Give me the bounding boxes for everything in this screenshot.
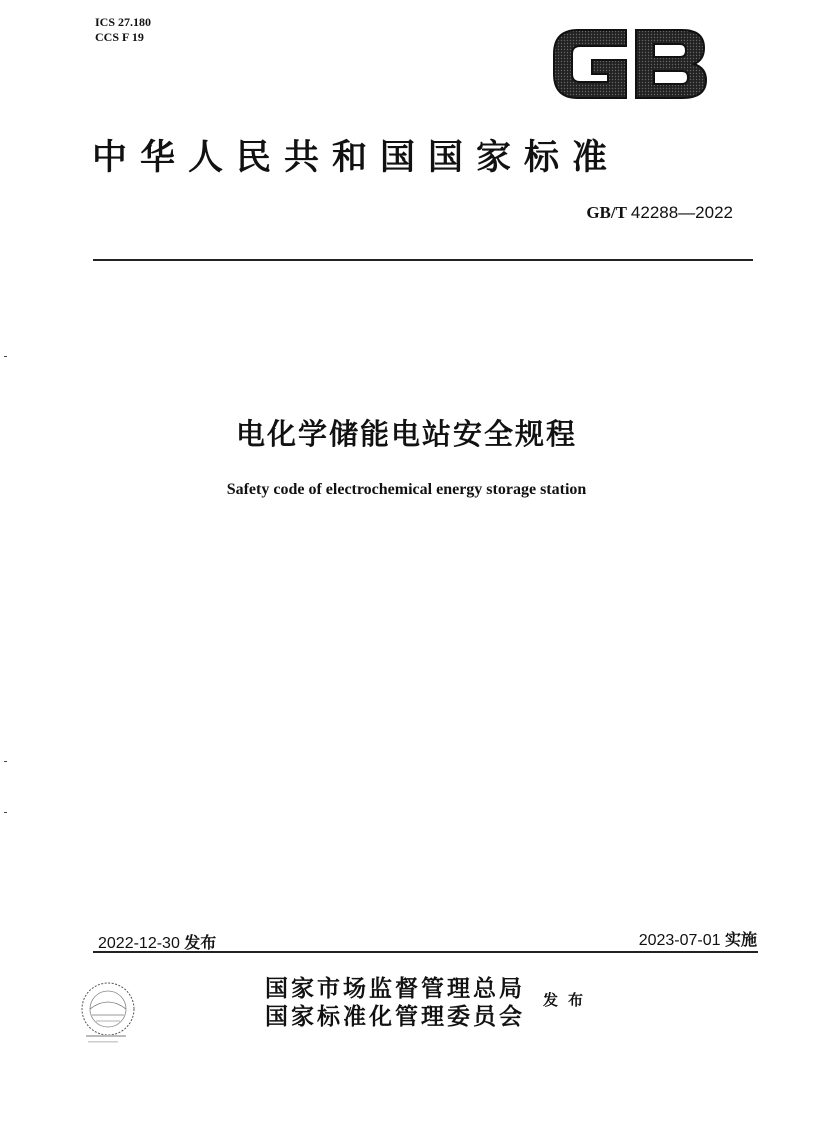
- header-divider: [93, 259, 753, 261]
- gb-logo-icon: [548, 24, 710, 104]
- implement-date: [639, 927, 757, 950]
- document-title-english: Safety code of electrochemical energy storage station: [226, 481, 587, 498]
- scan-edge-mark: [4, 812, 7, 813]
- standard-prefix: GB/T: [586, 203, 627, 222]
- publish-date-label: 发布: [184, 933, 217, 952]
- scan-edge-mark: [4, 356, 7, 357]
- seal-stamp-icon: [68, 975, 148, 1047]
- issuing-authorities: [265, 975, 525, 1031]
- ics-code: ICS 27.180: [95, 15, 152, 29]
- footer-divider: [93, 951, 758, 953]
- ccs-code: CCS F 19: [95, 30, 144, 44]
- issuer-samr: 国家市场监督管理总局: [265, 975, 525, 1002]
- country-standard-heading: 中华人民共和国国家标准: [92, 137, 621, 178]
- document-title-chinese: 电化学储能电站安全规程: [235, 417, 577, 451]
- implement-date-label: 实施: [724, 930, 757, 949]
- issuer-sac: 国家标准化管理委员会: [265, 1003, 525, 1030]
- implement-date-value: 2023-07-01: [638, 932, 721, 949]
- standard-code: 42288—2022: [630, 203, 733, 222]
- classification-codes: [95, 15, 151, 45]
- issue-label: 发布: [543, 991, 594, 1009]
- scan-edge-mark: [4, 761, 7, 762]
- publish-date: [98, 930, 216, 953]
- publish-date-value: 2022-12-30: [98, 935, 180, 952]
- standard-number: [586, 203, 733, 223]
